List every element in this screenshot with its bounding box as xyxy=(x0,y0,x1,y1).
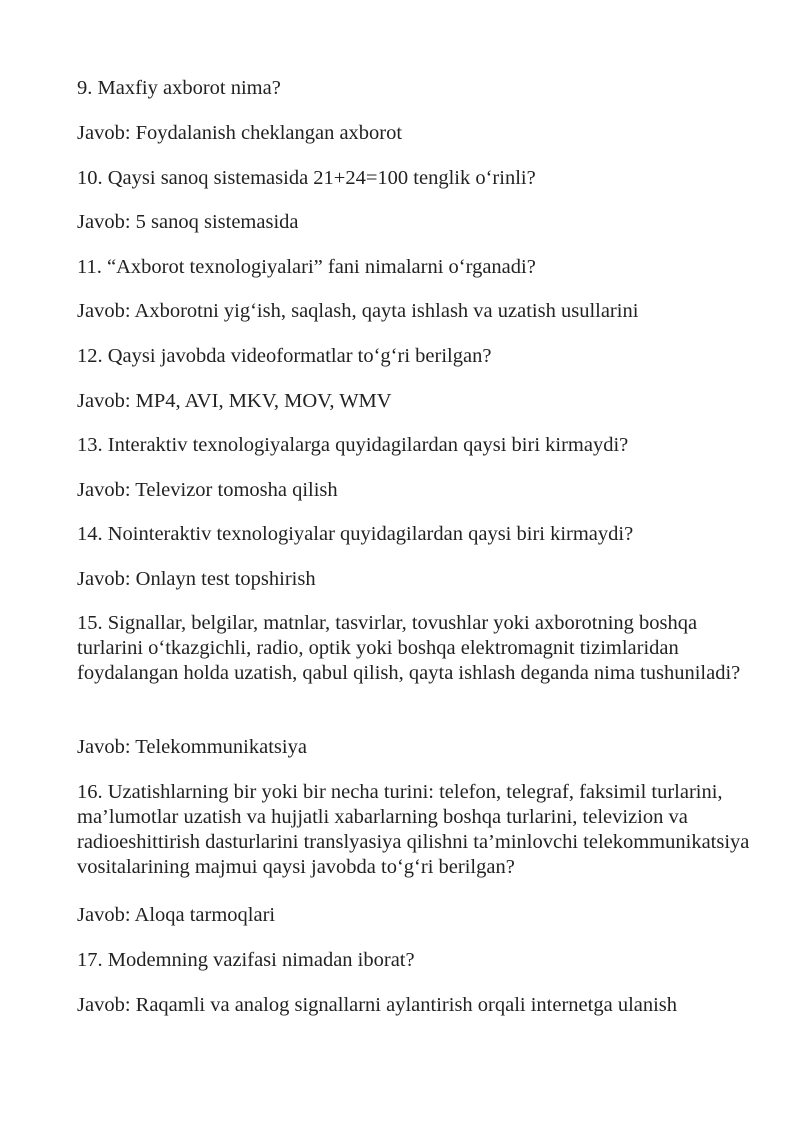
question-16: 16. Uzatishlarning bir yoki bir necha turini: telefon, telegraf, faksimil turlarini, ma’lumotlar uzatish va hujjatli xabarlarning boshqa turlarini, televizion va radioeshittirish dasturlarini translyasiya qilishni ta’minlovchi telekommunikatsiya vositalarining majmui qaysi javobda to‘g‘ri berilgan? xyxy=(77,781,750,878)
question-15: 15. Signallar, belgilar, matnlar, tasvirlar, tovushlar yoki axborotning boshqa turlarini o‘tkazgichli, radio, optik yoki boshqa elektromagnit tizimlaridan foydalangan holda uzatish, qabul qilish, qayta ishlash deganda nima tushuniladi? xyxy=(77,612,741,684)
question-13: 13. Interaktiv texnologiyalarga quyidagilardan qaysi biri kirmaydi? xyxy=(77,434,629,456)
question-17: 17. Modemning vazifasi nimadan iborat? xyxy=(77,949,415,971)
question-9: 9. Maxfiy axborot nima? xyxy=(77,77,281,99)
answer-15: Javob: Telekommunikatsiya xyxy=(77,736,307,758)
answer-12: Javob: MP4, AVI, MKV, MOV, WMV xyxy=(77,390,392,412)
answer-10: Javob: 5 sanoq sistemasida xyxy=(77,211,299,233)
answer-9: Javob: Foydalanish cheklangan axborot xyxy=(77,122,403,144)
answer-17: Javob: Raqamli va analog signallarni aylantirish orqali internetga ulanish xyxy=(77,994,678,1016)
question-12: 12. Qaysi javobda videoformatlar to‘g‘ri berilgan? xyxy=(77,345,492,367)
question-10: 10. Qaysi sanoq sistemasida 21+24=100 tenglik o‘rinli? xyxy=(77,167,536,189)
question-14: 14. Nointeraktiv texnologiyalar quyidagilardan qaysi biri kirmaydi? xyxy=(77,523,634,545)
answer-11: Javob: Axborotni yig‘ish, saqlash, qayta ishlash va uzatish usullarini xyxy=(77,300,639,322)
question-11: 11. “Axborot texnologiyalari” fani nimalarni o‘rganadi? xyxy=(77,256,536,278)
answer-13: Javob: Televizor tomosha qilish xyxy=(77,479,338,501)
answer-14: Javob: Onlayn test topshirish xyxy=(77,568,316,590)
answer-16: Javob: Aloqa tarmoqlari xyxy=(77,904,276,926)
